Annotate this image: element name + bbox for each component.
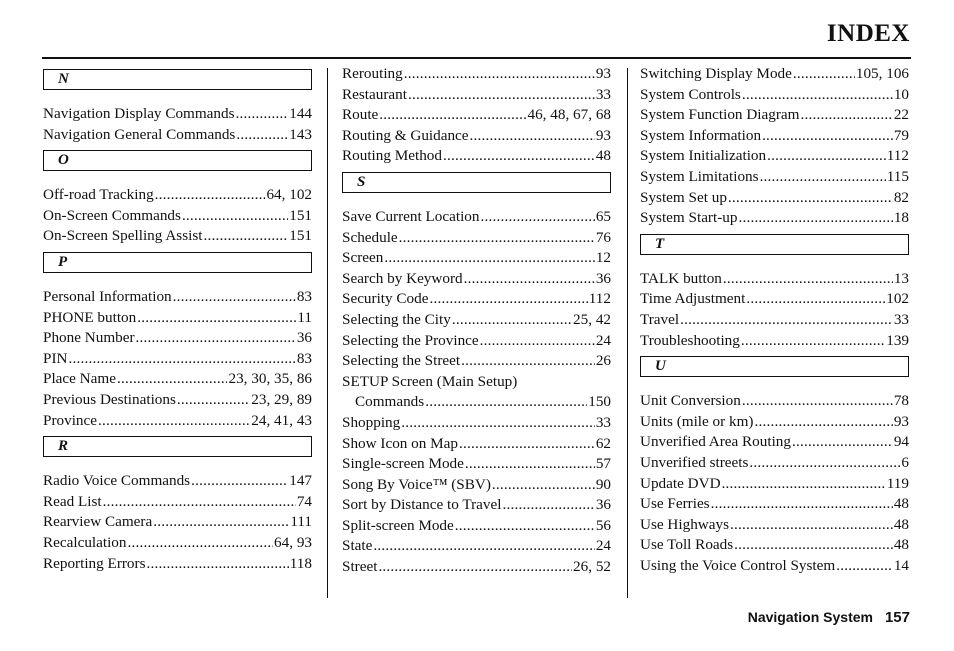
dot-leader — [455, 516, 595, 537]
dot-leader — [480, 331, 595, 352]
index-entry — [342, 126, 611, 147]
header-rule — [42, 57, 911, 59]
entry-page: 144 — [289, 105, 312, 122]
entry-term: Off-road Tracking — [43, 186, 154, 204]
entry-term: System Initialization — [640, 147, 767, 165]
dot-leader — [465, 454, 595, 475]
entry-page: 112 — [588, 290, 611, 308]
dot-leader — [399, 228, 595, 249]
entry-term: Navigation General Commands — [43, 125, 236, 143]
page-title: INDEX — [826, 20, 910, 47]
index-entry — [43, 287, 312, 308]
index-entry — [640, 474, 909, 495]
entry-term: Selecting the Province — [342, 331, 479, 349]
entry-page: 48 — [893, 515, 909, 533]
index-entry — [43, 411, 312, 432]
index-entry — [342, 413, 611, 434]
entry-term: System Function Diagram — [640, 106, 800, 124]
index-entry — [342, 85, 611, 106]
dot-leader — [379, 105, 526, 126]
entry-term: Rearview Camera — [43, 513, 153, 531]
index-entry — [342, 146, 611, 167]
index-entry — [640, 126, 909, 147]
entry-page: 22 — [893, 106, 909, 124]
letter-heading: S — [342, 172, 611, 193]
index-entry — [342, 105, 611, 126]
dot-leader — [153, 512, 289, 533]
entry-term: System Information — [640, 126, 762, 144]
dot-leader — [429, 289, 587, 310]
entry-term: Recalculation — [43, 533, 127, 551]
dot-leader — [147, 554, 289, 575]
index-entry — [640, 64, 909, 85]
index-entry — [640, 391, 909, 412]
entry-term: Time Adjustment — [640, 290, 746, 308]
entry-page: 151 — [289, 206, 312, 224]
page-number: 157 — [884, 609, 910, 626]
entry-page: 93 — [595, 126, 611, 144]
index-entry — [640, 85, 909, 106]
entry-term: Units (mile or km) — [640, 412, 754, 430]
index-entry — [43, 492, 312, 513]
dot-leader — [730, 515, 893, 536]
entry-term: State — [342, 537, 373, 555]
entry-term: Use Highways — [640, 515, 730, 533]
entry-term: Use Ferries — [640, 495, 710, 513]
index-entry — [342, 351, 611, 372]
entry-term: Restaurant — [342, 85, 407, 103]
index-entry — [342, 557, 611, 578]
entry-page: 150 — [588, 393, 611, 411]
dot-leader — [481, 207, 595, 228]
index-entry — [640, 146, 909, 167]
dot-leader — [742, 391, 893, 412]
dot-leader — [738, 208, 892, 229]
dot-leader — [800, 105, 892, 126]
dot-leader — [404, 64, 595, 85]
dot-leader — [373, 536, 594, 557]
entry-page: 111 — [290, 513, 312, 531]
entry-page: 33 — [595, 85, 611, 103]
entry-term: Split-screen Mode — [342, 516, 454, 534]
entry-term: Using the Voice Control System — [640, 556, 836, 574]
dot-leader — [177, 390, 250, 411]
index-entry — [43, 533, 312, 554]
letter-heading: R — [43, 436, 312, 457]
entry-term: Reporting Errors — [43, 554, 146, 572]
entry-term: Personal Information — [43, 287, 172, 305]
entry-page: 36 — [595, 269, 611, 287]
entry-term: Street — [342, 558, 378, 576]
index-entry — [342, 310, 611, 331]
dot-leader — [470, 126, 595, 147]
index-entry — [342, 228, 611, 249]
entry-page: 151 — [289, 227, 312, 245]
entry-page: 18 — [893, 209, 909, 227]
dot-leader — [746, 289, 885, 310]
dot-leader — [128, 533, 274, 554]
index-entry — [640, 331, 909, 352]
dot-leader — [173, 287, 296, 308]
entry-page: 79 — [893, 126, 909, 144]
index-entry — [640, 105, 909, 126]
entry-term: Radio Voice Commands — [43, 472, 191, 490]
entry-term: Selecting the Street — [342, 352, 461, 370]
entry-page: 26, 52 — [573, 558, 611, 576]
entry-page: 143 — [289, 125, 312, 143]
index-entry — [342, 248, 611, 269]
index-column-3 — [640, 64, 909, 576]
entry-term: Unit Conversion — [640, 392, 741, 410]
entry-page: 112 — [886, 147, 909, 165]
entry-term: Shopping — [342, 413, 401, 431]
dot-leader — [191, 471, 288, 492]
entry-page: 33 — [595, 413, 611, 431]
index-entry — [640, 515, 909, 536]
entry-page: 74 — [296, 492, 312, 510]
index-entry — [43, 471, 312, 492]
entry-page: 82 — [893, 188, 909, 206]
entry-page: 33 — [893, 310, 909, 328]
entry-page: 78 — [893, 392, 909, 410]
entry-page: 48 — [893, 536, 909, 554]
index-entry — [342, 454, 611, 475]
entry-term: Phone Number — [43, 329, 135, 347]
dot-leader — [98, 411, 250, 432]
index-entry — [640, 412, 909, 433]
entry-page: 23, 29, 89 — [251, 390, 312, 408]
entry-term: Province — [43, 411, 97, 429]
dot-leader — [236, 125, 288, 146]
dot-leader — [723, 269, 893, 290]
index-entry — [43, 512, 312, 533]
entry-term: Selecting the City — [342, 310, 451, 328]
entry-term: Update DVD — [640, 474, 721, 492]
dot-leader — [836, 556, 893, 577]
entry-page: 36 — [595, 496, 611, 514]
entry-page: 48 — [595, 147, 611, 165]
dot-leader — [452, 310, 572, 331]
entry-term: System Set up — [640, 188, 727, 206]
entry-page: 26 — [595, 352, 611, 370]
entry-page: 57 — [595, 455, 611, 473]
dot-leader — [734, 535, 893, 556]
entry-page: 36 — [296, 329, 312, 347]
dot-leader — [103, 492, 296, 513]
dot-leader — [754, 412, 892, 433]
entry-term: Save Current Location — [342, 207, 480, 225]
entry-term: Sort by Distance to Travel — [342, 496, 502, 514]
dot-leader — [203, 226, 288, 247]
entry-term: PHONE button — [43, 308, 137, 326]
entry-term: Screen — [342, 249, 384, 267]
dot-leader — [236, 104, 289, 125]
entry-term: Place Name — [43, 370, 116, 388]
entry-page: 118 — [289, 554, 312, 572]
entry-page: 23, 30, 35, 86 — [228, 370, 312, 388]
index-entry — [342, 372, 611, 393]
index-entry — [640, 494, 909, 515]
index-column-2 — [342, 64, 611, 578]
dot-leader — [792, 432, 893, 453]
dot-leader — [502, 495, 594, 516]
entry-page: 12 — [595, 249, 611, 267]
index-entry — [640, 167, 909, 188]
index-entry — [640, 269, 909, 290]
dot-leader — [722, 474, 886, 495]
dot-leader — [68, 349, 295, 370]
entry-term: Routing & Guidance — [342, 126, 469, 144]
dot-leader — [401, 413, 595, 434]
entry-term: Song By Voice™ (SBV) — [342, 475, 491, 493]
dot-leader — [137, 308, 296, 329]
index-entry — [640, 535, 909, 556]
letter-heading: O — [43, 150, 312, 171]
entry-term: System Limitations — [640, 167, 759, 185]
index-entry — [43, 390, 312, 411]
entry-page: 24, 41, 43 — [251, 411, 312, 429]
index-entry — [640, 289, 909, 310]
entry-page: 64, 93 — [274, 533, 312, 551]
dot-leader — [464, 269, 595, 290]
entry-term: On-Screen Spelling Assist — [43, 227, 203, 245]
entry-page: 93 — [595, 65, 611, 82]
footer-label: Navigation System — [747, 609, 873, 625]
entry-page: 147 — [289, 472, 312, 490]
entry-term: TALK button — [640, 269, 722, 287]
entry-term: Single-screen Mode — [342, 455, 464, 473]
entry-term: Troubleshooting — [640, 331, 740, 349]
dot-leader — [728, 188, 893, 209]
entry-term: On-Screen Commands — [43, 206, 181, 224]
dot-leader — [182, 206, 288, 227]
dot-leader — [378, 557, 572, 578]
dot-leader — [384, 248, 594, 269]
entry-term: Read List — [43, 492, 102, 510]
entry-page: 62 — [595, 434, 611, 452]
index-entry — [43, 226, 312, 247]
index-entry — [342, 434, 611, 455]
index-entry — [342, 392, 611, 413]
index-entry — [342, 516, 611, 537]
index-entry — [43, 206, 312, 227]
entry-term: Use Toll Roads — [640, 536, 734, 554]
entry-term: Unverified streets — [640, 453, 749, 471]
index-entry — [43, 185, 312, 206]
dot-leader — [742, 85, 893, 106]
dot-leader — [459, 434, 595, 455]
entry-term: Security Code — [342, 290, 429, 308]
entry-term: Commands — [355, 393, 425, 411]
column-divider — [327, 68, 328, 598]
index-entry — [43, 104, 312, 125]
index-entry — [342, 289, 611, 310]
index-entry — [43, 369, 312, 390]
index-entry — [342, 207, 611, 228]
entry-page: 119 — [886, 474, 909, 492]
letter-heading: T — [640, 234, 909, 255]
dot-leader — [443, 146, 595, 167]
entry-term: Unverified Area Routing — [640, 433, 791, 451]
entry-page: 94 — [893, 433, 909, 451]
entry-page: 6 — [901, 453, 909, 471]
entry-page: 11 — [297, 308, 312, 326]
entry-page: 46, 48, 67, 68 — [527, 106, 611, 124]
entry-page: 14 — [893, 556, 909, 574]
entry-page: 90 — [595, 475, 611, 493]
entry-term: Previous Destinations — [43, 390, 176, 408]
index-entry — [342, 536, 611, 557]
column-divider — [627, 68, 628, 598]
index-entry — [43, 554, 312, 575]
entry-page: 56 — [595, 516, 611, 534]
letter-heading: U — [640, 356, 909, 377]
entry-term: System Start-up — [640, 209, 738, 227]
index-entry — [43, 328, 312, 349]
index-entry — [43, 349, 312, 370]
entry-term: Search by Keyword — [342, 269, 463, 287]
dot-leader — [136, 328, 296, 349]
entry-term: Route — [342, 106, 379, 124]
dot-leader — [762, 126, 893, 147]
entry-page: 83 — [296, 349, 312, 367]
entry-page: 48 — [893, 495, 909, 513]
entry-term: Navigation Display Commands — [43, 105, 235, 122]
dot-leader — [155, 185, 266, 206]
dot-leader — [461, 351, 595, 372]
entry-term: System Controls — [640, 85, 741, 103]
page-footer — [748, 609, 910, 626]
entry-term: Routing Method — [342, 147, 442, 165]
index-entry — [342, 269, 611, 290]
entry-page: 93 — [893, 412, 909, 430]
letter-heading: P — [43, 252, 312, 273]
entry-term: SETUP Screen (Main Setup) — [342, 372, 518, 390]
entry-page: 64, 102 — [266, 186, 312, 204]
dot-leader — [793, 64, 855, 85]
dot-leader — [711, 494, 893, 515]
entry-page: 13 — [893, 269, 909, 287]
index-entry — [342, 475, 611, 496]
entry-term: Switching Display Mode — [640, 65, 792, 82]
entry-page: 65 — [595, 207, 611, 225]
dot-leader — [117, 369, 228, 390]
index-entry — [640, 188, 909, 209]
entry-page: 76 — [595, 228, 611, 246]
index-entry — [43, 308, 312, 329]
dot-leader — [760, 167, 886, 188]
entry-term: PIN — [43, 349, 68, 367]
index-entry — [342, 331, 611, 352]
index-entry — [342, 64, 611, 85]
dot-leader — [425, 392, 587, 413]
entry-term: Rerouting — [342, 65, 403, 82]
entry-page: 24 — [595, 537, 611, 555]
index-entry — [640, 453, 909, 474]
dot-leader — [767, 146, 886, 167]
entry-term: Schedule — [342, 228, 398, 246]
index-entry — [342, 495, 611, 516]
index-entry — [640, 310, 909, 331]
entry-page: 105, 106 — [855, 65, 909, 82]
index-entry — [640, 432, 909, 453]
entry-term: Travel — [640, 310, 680, 328]
index-column-1 — [43, 64, 312, 574]
letter-heading: N — [43, 69, 312, 90]
entry-page: 115 — [886, 167, 909, 185]
entry-term: Show Icon on Map — [342, 434, 459, 452]
entry-page: 83 — [296, 287, 312, 305]
entry-page: 102 — [886, 290, 909, 308]
entry-page: 139 — [886, 331, 909, 349]
dot-leader — [408, 85, 595, 106]
entry-page: 10 — [893, 85, 909, 103]
entry-page: 25, 42 — [573, 310, 611, 328]
index-entry — [640, 556, 909, 577]
dot-leader — [749, 453, 900, 474]
dot-leader — [680, 310, 893, 331]
dot-leader — [492, 475, 595, 496]
index-entry — [640, 208, 909, 229]
index-entry — [43, 125, 312, 146]
dot-leader — [741, 331, 885, 352]
entry-page: 24 — [595, 331, 611, 349]
